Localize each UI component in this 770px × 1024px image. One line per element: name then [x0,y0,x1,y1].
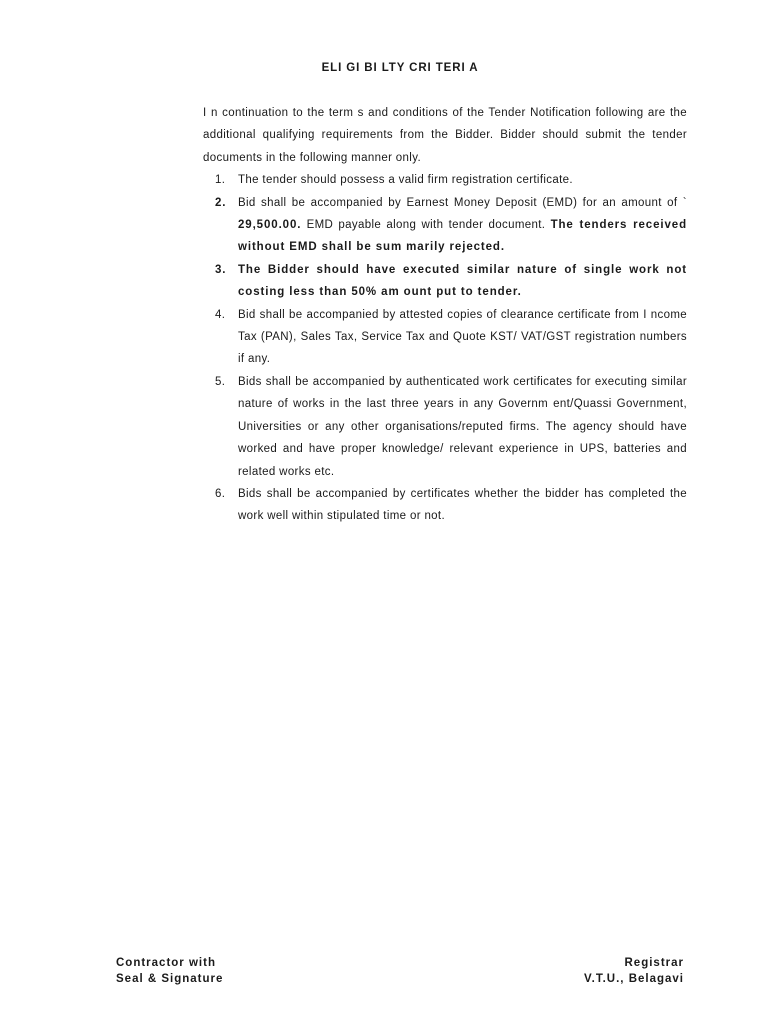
criteria-item-6 [203,483,687,528]
contractor-signature-block [116,955,223,987]
item-number: 4. [215,308,226,321]
item-number: 1. [215,174,226,187]
seal-signature-label: Seal & Signature [116,973,224,985]
criteria-item-5 [203,371,687,483]
emd-rejection-note: The tenders received without EMD shall be sum marily rejected. [238,219,687,254]
item-number: 6. [215,487,226,500]
emd-amount: 29,500.00. [238,219,302,232]
criteria-list [203,169,687,528]
criteria-item-2 [203,192,687,259]
item-text: Bids shall be accompanied by certificates whether the bidder has completed the work well within stipulated time or not. [238,487,687,523]
document-title: ELI GI BI LTY CRI TERI A [321,62,479,74]
criteria-item-3 [203,259,687,304]
item-text: The Bidder should have executed similar nature of single work not costing less than 50% am ount put to tender. [238,263,687,299]
registrar-signature-block [584,955,684,987]
contractor-label: Contractor with [116,957,216,969]
item-text: Bid shall be accompanied by attested copies of clearance certificate from I ncome Tax (PAN), Sales Tax, Service Tax and Quote KST/ VAT/GST registration numbers if any. [238,308,687,366]
document-body [203,102,687,528]
item-text: EMD payable along with tender document. [301,219,551,232]
item-text: Bids shall be accompanied by authenticated work certificates for executing similar nature of works in the last three years in any Governm ent/Quassi Government, Universities or any other organisations/reputed firms. The agency should have worked and have proper knowledge/ relevant experience in UPS, batteries and related works etc. [238,375,687,478]
item-number: 3. [215,263,227,276]
item-text: Bid shall be accompanied by Earnest Money Deposit (EMD) for an amount of ` [238,196,687,209]
item-number: 2. [215,196,227,209]
registrar-label: Registrar [624,957,684,969]
criteria-item-4 [203,304,687,371]
registrar-institution: V.T.U., Belagavi [584,973,684,985]
intro-paragraph: I n continuation to the term s and conditions of the Tender Notification following are the additional qualifying requirements from the Bidder. Bidder should submit the tender documents in the following manner only. [203,107,687,164]
criteria-item-1 [203,169,687,191]
item-text: The tender should possess a valid firm registration certificate. [238,174,573,187]
item-number: 5. [215,375,226,388]
